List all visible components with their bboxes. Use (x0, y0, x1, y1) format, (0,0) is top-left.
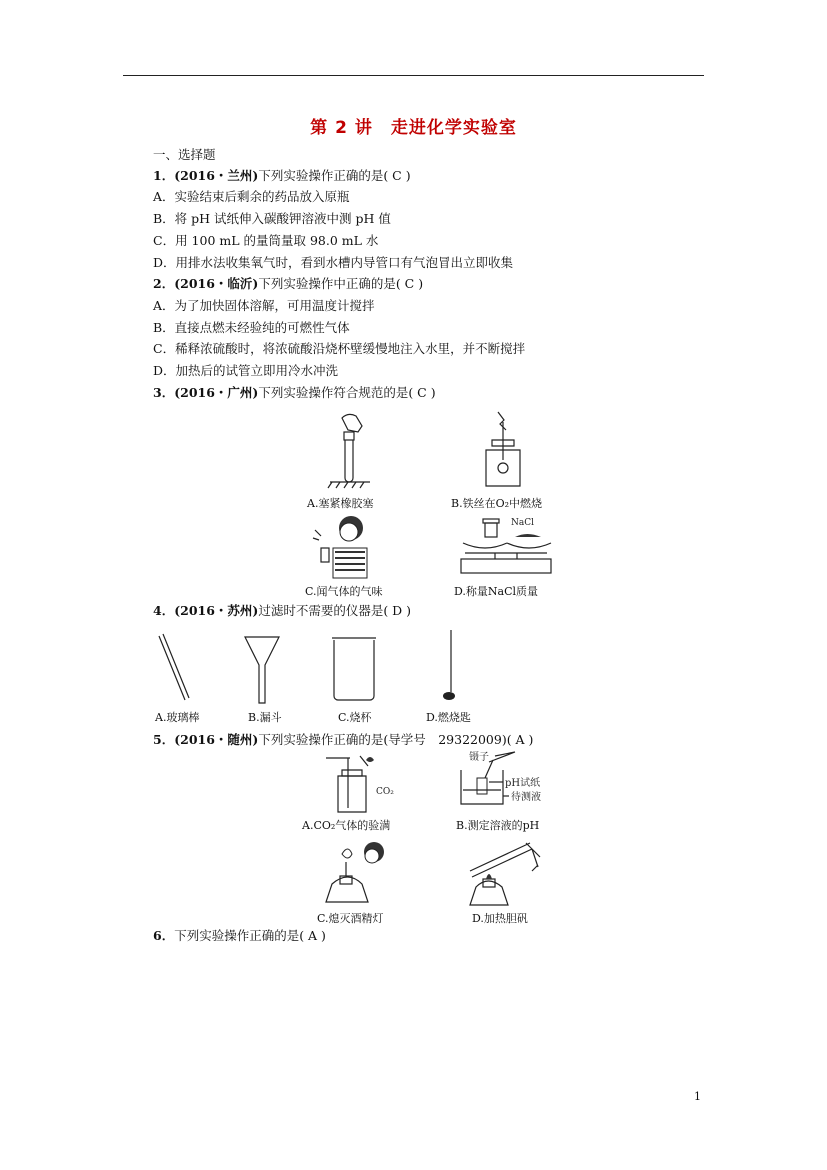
q5-caption-d: D.加热胆矾 (472, 912, 528, 925)
question-4-text: 过滤时不需要的仪器是( D ) (258, 603, 412, 618)
question-5-text: 下列实验操作正确的是(导学号 29322009)( A ) (258, 732, 534, 747)
q5-solution-label: 待测液 (511, 792, 541, 803)
question-5 (153, 732, 533, 748)
q3-figure-c (305, 512, 377, 580)
question-2-text: 下列实验操作中正确的是( C ) (258, 276, 424, 291)
q5-caption-b: B.测定溶液的pH (456, 819, 540, 832)
question-4-source: (2016・苏州) (174, 603, 259, 618)
q5-co2-label: CO₂ (376, 787, 394, 797)
question-6 (153, 928, 326, 944)
q4-caption-c: C.烧杯 (338, 711, 372, 724)
q4-figure-combustion-spoon (438, 628, 462, 704)
q3-nacl-label: NaCl (511, 518, 535, 528)
q3-caption-c: C.闻气体的气味 (305, 585, 383, 598)
question-2-source: (2016・临沂) (174, 276, 259, 291)
question-1-number: 1． (153, 168, 175, 183)
q3-caption-b: B.铁丝在O₂中燃烧 (451, 497, 543, 510)
q4-figure-glass-rod (155, 632, 195, 704)
section-heading: 一、选择题 (153, 147, 216, 162)
question-4 (153, 603, 411, 619)
q4-caption-b: B.漏斗 (248, 711, 282, 724)
question-6-number: 6． (153, 928, 175, 943)
q5-caption-c: C.熄灭酒精灯 (317, 912, 384, 925)
q4-figure-beaker (330, 636, 380, 702)
q1-option-b: B．将 pH 试纸伸入碳酸钾溶液中测 pH 值 (153, 211, 391, 226)
q1-option-c: C．用 100 mL 的量筒量取 98.0 mL 水 (153, 233, 379, 248)
question-4-number: 4． (153, 603, 175, 618)
question-1-source: (2016・兰州) (174, 168, 259, 183)
question-3-number: 3． (153, 385, 175, 400)
q5-figure-c (318, 840, 398, 910)
question-2-number: 2． (153, 276, 175, 291)
q2-option-a: A．为了加快固体溶解，可用温度计搅拌 (153, 298, 375, 313)
q5-figure-b (455, 748, 555, 816)
question-6-text: 下列实验操作正确的是( A ) (174, 928, 326, 943)
q3-figure-b (478, 410, 528, 492)
q5-figure-a (322, 752, 402, 816)
question-1-text: 下列实验操作正确的是( C ) (258, 168, 411, 183)
q4-caption-d: D.燃烧匙 (426, 711, 471, 724)
q4-caption-a: A.玻璃棒 (155, 711, 200, 724)
page-title: 第 2 讲 走进化学实验室 (310, 118, 517, 138)
q2-option-c: C．稀释浓硫酸时，将浓硫酸沿烧杯壁缓慢地注入水里，并不断搅拌 (153, 341, 526, 356)
q1-option-d: D．用排水法收集氧气时，看到水槽内导管口有气泡冒出立即收集 (153, 255, 514, 270)
question-1 (153, 168, 411, 184)
question-3-source: (2016・广州) (174, 385, 259, 400)
q5-caption-a: A.CO₂气体的验满 (302, 819, 391, 832)
question-5-number: 5． (153, 732, 175, 747)
q1-option-a: A．实验结束后剩余的药品放入原瓶 (153, 189, 350, 204)
q3-caption-a: A.塞紧橡胶塞 (307, 497, 374, 510)
q3-caption-d: D.称量NaCl质量 (454, 585, 539, 598)
q2-option-d: D．加热后的试管立即用冷水冲洗 (153, 363, 339, 378)
q3-figure-a (320, 410, 380, 490)
q3-figure-d (455, 515, 555, 581)
question-3 (153, 385, 436, 401)
q5-figure-d (462, 835, 550, 911)
q2-option-b: B．直接点燃未经验纯的可燃性气体 (153, 320, 350, 335)
question-2 (153, 276, 423, 292)
header-rule (123, 75, 704, 76)
q5-tweezers-label: 镊子 (469, 752, 489, 763)
question-3-text: 下列实验操作符合规范的是( C ) (258, 385, 436, 400)
question-5-source: (2016・随州) (174, 732, 259, 747)
q4-figure-funnel (243, 633, 283, 705)
page-number: 1 (694, 1090, 701, 1103)
q5-ph-paper-label: pH试纸 (505, 778, 541, 789)
